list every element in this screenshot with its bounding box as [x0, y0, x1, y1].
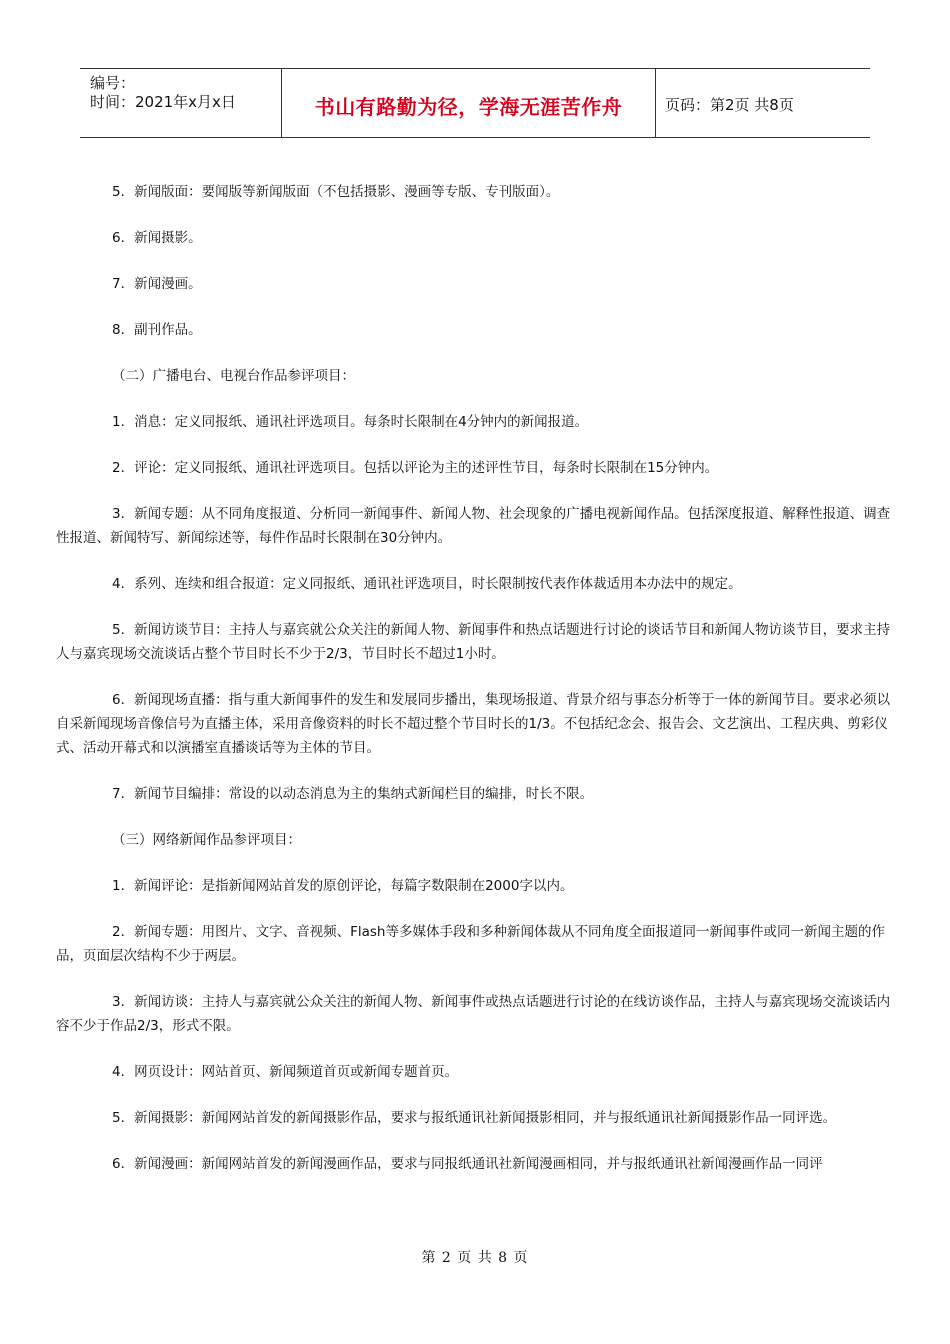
paragraph: 2．评论：定义同报纸、通讯社评选项目。包括以评论为主的述评性节目，每条时长限制在15分钟内。 [112, 460, 719, 476]
paragraph: 6．新闻漫画：新闻网站首发的新闻漫画作品，要求与同报纸通讯社新闻漫画相同，并与报纸通讯社新闻漫画作品一同评 [112, 1156, 823, 1172]
document-body [56, 180, 892, 1198]
paragraph: 4．网页设计：网站首页、新闻频道首页或新闻专题首页。 [112, 1064, 459, 1080]
header-meta-cell [80, 69, 281, 137]
paragraph: 3．新闻访谈：主持人与嘉宾就公众关注的新闻人物、新闻事件或热点话题进行讨论的在线访谈作品，主持人与嘉宾现场交流谈话内容不少于作品2/3，形式不限。 [56, 994, 891, 1034]
number-label: 编号： [90, 74, 136, 92]
paragraph: 3．新闻专题：从不同角度报道、分析同一新闻事件、新闻人物、社会现象的广播电视新闻作品。包括深度报道、解释性报道、调查性报道、新闻特写、新闻综述等，每件作品时长限制在30分钟内。 [56, 506, 891, 546]
header-page-info: 页码：第2页 共8页 [665, 96, 794, 114]
paragraph: 5．新闻访谈节目：主持人与嘉宾就公众关注的新闻人物、新闻事件和热点话题进行讨论的谈话节目和新闻人物访谈节目，要求主持人与嘉宾现场交流谈话占整个节目时长不少于2/3，节目时长不超过1小时。 [56, 622, 891, 662]
paragraph: 2．新闻专题：用图片、文字、音视频、Flash等多媒体手段和多种新闻体裁从不同角度全面报道同一新闻事件或同一新闻主题的作品，页面层次结构不少于两层。 [56, 924, 885, 964]
paragraph: 4．系列、连续和组合报道：定义同报纸、通讯社评选项目，时长限制按代表作体裁适用本办法中的规定。 [112, 576, 742, 592]
header-motto-cell [281, 69, 656, 137]
section-heading: （二）广播电台、电视台作品参评项目： [112, 368, 355, 384]
motto: 书山有路勤为径，学海无涯苦作舟 [314, 95, 623, 119]
paragraph: 5．新闻摄影：新闻网站首发的新闻摄影作品，要求与报纸通讯社新闻摄影相同，并与报纸通讯社新闻摄影作品一同评选。 [112, 1110, 837, 1126]
paragraph: 6．新闻现场直播：指与重大新闻事件的发生和发展同步播出，集现场报道、背景介绍与事态分析等于一体的新闻节目。要求必须以自采新闻现场音像信号为直播主体，采用音像资料的时长不超过整个节目时长的1/3。不包括纪念会、报告会、文艺演出、工程庆典、剪彩仪式、活动开幕式和以演播室直播谈话等为主体的节目。 [56, 692, 891, 756]
page-footer: 第 2 页 共 8 页 [421, 1250, 529, 1266]
time-label: 时间：2021年x月x日 [90, 93, 236, 111]
section-heading: （三）网络新闻作品参评项目： [112, 832, 301, 848]
paragraph: 8．副刊作品。 [112, 322, 202, 338]
header-page-cell [655, 69, 870, 137]
paragraph: 1．新闻评论：是指新闻网站首发的原创评论，每篇字数限制在2000字以内。 [112, 878, 574, 894]
paragraph: 5．新闻版面：要闻版等新闻版面（不包括摄影、漫画等专版、专刊版面）。 [112, 184, 560, 200]
paragraph: 6．新闻摄影。 [112, 230, 202, 246]
paragraph: 1．消息：定义同报纸、通讯社评选项目。每条时长限制在4分钟内的新闻报道。 [112, 414, 589, 430]
document-header [80, 68, 870, 138]
paragraph: 7．新闻漫画。 [112, 276, 202, 292]
paragraph: 7．新闻节目编排：常设的以动态消息为主的集纳式新闻栏目的编排，时长不限。 [112, 786, 594, 802]
